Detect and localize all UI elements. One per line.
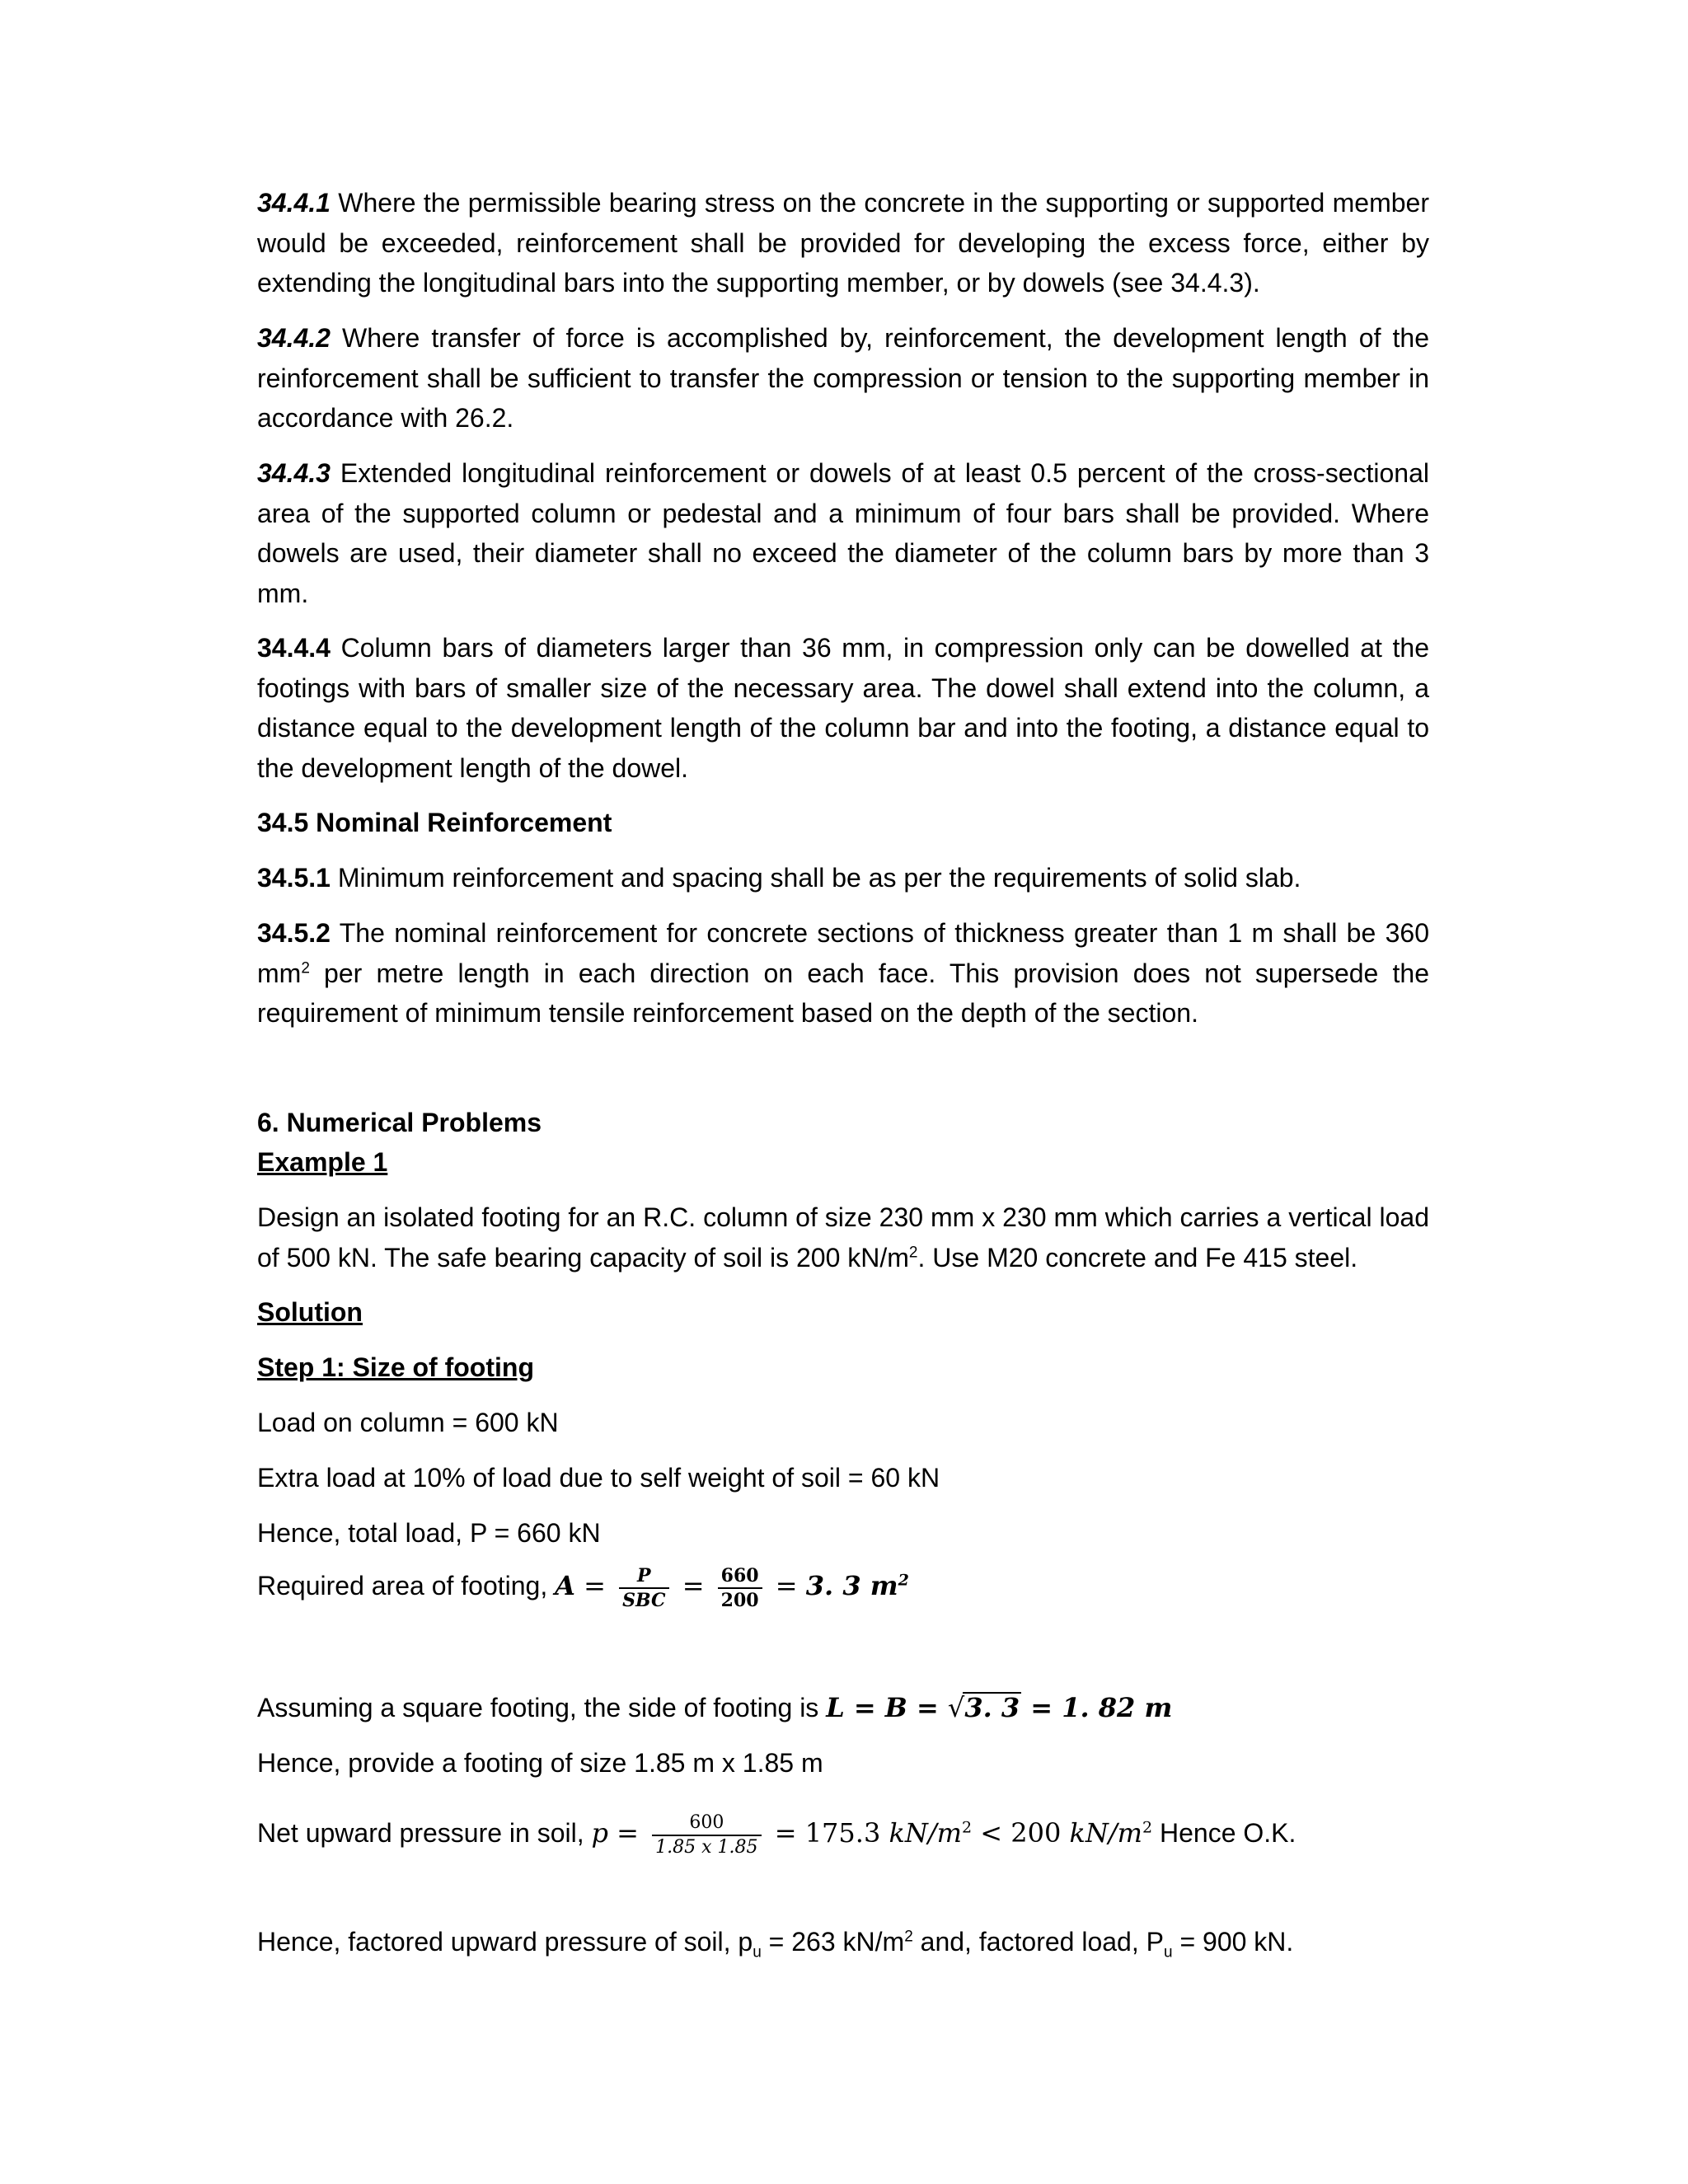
subscript: u [1163,1943,1173,1961]
clause-text: The nominal reinforcement for concrete sections of thickness greater than 1 m shall be 360 mm [257,918,1429,988]
solution-heading: Solution [257,1297,363,1327]
clause-number: 34.5.2 [257,918,331,948]
clause-34-4-3 [257,453,1429,613]
text: = 900 kN. [1172,1927,1294,1957]
text: = 263 kN/m [761,1927,905,1957]
denominator: 1.85 x 1.85 [655,1836,758,1858]
clause-number: 34.5.1 [257,863,331,893]
sqrt-icon: √ [947,1692,965,1723]
clause-text: Where the permissible bearing stress on the concrete in the supporting or supported member would be exceeded, reinforcement shall be provided for developing the excess force, either by extending the longitudinal bars into the supporting member, or by dowels (see 34.4.3). [257,188,1429,298]
equals: = [673,1570,713,1601]
section-heading-numerical-problems: 6. Numerical Problems [257,1108,542,1137]
footing-side-equation [257,1688,1172,1727]
text: Hence, factored upward pressure of soil, p [257,1927,753,1957]
fraction-p-over-sbc [619,1564,668,1612]
factored-values [257,1922,1293,1961]
equation-label: Required area of footing, [257,1571,556,1601]
variable: A [555,1570,575,1601]
result: 3. 3 m [805,1570,898,1601]
clause-34-4-4 [257,628,1429,788]
load-on-column: Load on column = 600 kN [257,1408,559,1437]
extra-load: Extra load at 10% of load due to self weight of soil = 60 kN [257,1463,940,1493]
fraction-600-over-area [652,1811,761,1859]
clause-34-4-2 [257,318,1429,438]
comparison: < 200 [972,1817,1070,1849]
superscript: 2 [961,1818,973,1837]
unit: kN/m [889,1817,962,1849]
unit: kN/m [1069,1817,1142,1849]
superscript: 2 [1142,1818,1153,1837]
variables: L = B = [826,1692,948,1723]
example-heading: Example 1 [257,1147,388,1177]
clause-number: 34.4.3 [257,458,331,488]
clause-text-cont: per metre length in each direction on each face. This provision does not supersede the requirement of minimum tensile reinforcement based on the depth of the section. [257,958,1429,1028]
result: = 175.3 [766,1817,889,1849]
denominator: SBC [622,1589,666,1611]
clause-text: Where transfer of force is accomplished by, reinforcement, the development length of the reinforcement shall be sufficient to transfer the compression or tension to the supporting member in accordance with 26.2. [257,323,1429,433]
text: and, factored load, P [912,1927,1164,1957]
clause-34-5-2 [257,913,1429,1033]
total-load: Hence, total load, P = 660 kN [257,1518,601,1548]
equals: = [574,1570,615,1601]
radicand: 3. 3 [964,1692,1020,1723]
fraction-660-over-200 [718,1564,762,1612]
clause-34-5-1 [257,858,1429,898]
superscript: 2 [898,1571,909,1590]
clause-text: Minimum reinforcement and spacing shall be as per the requirements of solid slab. [330,863,1301,893]
ok-note: Hence O.K. [1152,1818,1296,1848]
equals: = [608,1817,648,1849]
superscript: 2 [904,1928,913,1946]
section-heading-34-5: 34.5 Nominal Reinforcement [257,808,612,837]
provide-footing: Hence, provide a footing of size 1.85 m x 1.85 m [257,1748,823,1778]
result: = 1. 82 m [1021,1692,1173,1723]
clause-text: Extended longitudinal reinforcement or dowels of at least 0.5 percent of the cross-sectional area of the supported column or pedestal and a minimum of four bars shall be provided. Where dowels are used, their diameter shall no exceed the diameter of the column bars by more than 3 mm. [257,458,1429,608]
equation-label: Assuming a square footing, the side of footing is [257,1693,827,1722]
step-1-heading: Step 1: Size of footing [257,1352,534,1382]
net-pressure-equation [257,1807,1296,1859]
clause-number: 34.4.2 [257,323,331,353]
equation-label: Net upward pressure in soil, [257,1818,592,1848]
problem-text: Design an isolated footing for an R.C. column of size 230 mm x 230 mm which carries a vertical load of 500 kN. The safe bearing capacity of soil is 200 kN/m [257,1202,1429,1272]
equals: = [767,1570,806,1601]
numerator: 600 [652,1811,761,1836]
numerator: P [619,1564,668,1589]
clause-34-4-1 [257,183,1429,303]
superscript: 2 [908,1243,918,1261]
clause-text: Column bars of diameters larger than 36 mm, in compression only can be dowelled at the footings with bars of smaller size of the necessary area. The dowel shall extend into the column, a distance equal to the development length of the column bar and into the footing, a distance equal to the development length of the dowel. [257,633,1429,783]
variable: p [591,1817,608,1849]
denominator: 200 [720,1589,759,1611]
required-area-equation [257,1559,909,1612]
numerator: 660 [718,1564,762,1589]
superscript: 2 [301,958,310,977]
clause-number: 34.4.4 [257,633,331,663]
subscript: u [753,1943,762,1961]
problem-text-cont: . Use M20 concrete and Fe 415 steel. [917,1242,1358,1272]
clause-number: 34.4.1 [257,188,331,218]
problem-statement [257,1197,1429,1277]
